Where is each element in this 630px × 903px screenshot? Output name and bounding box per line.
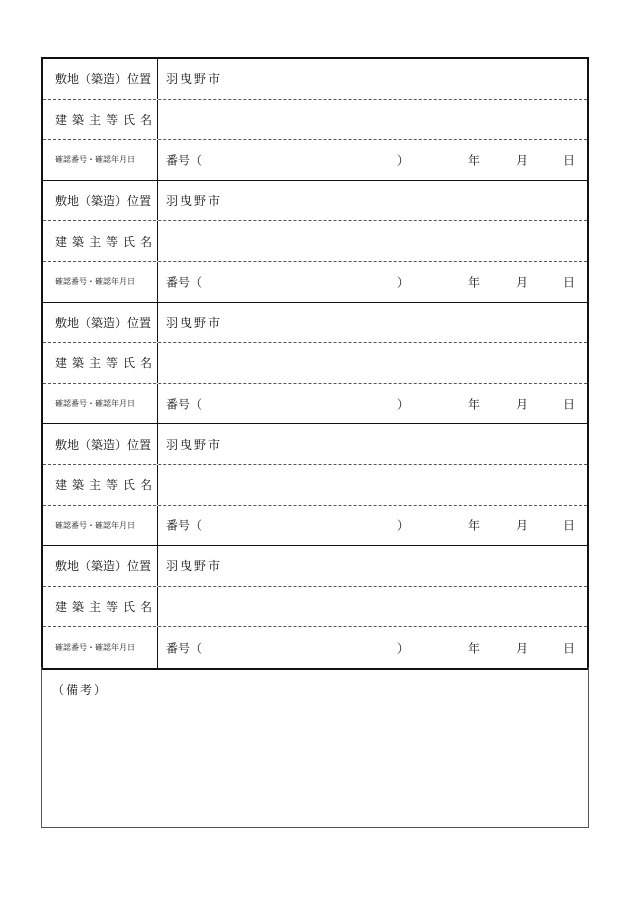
year-unit: 年 [468, 518, 481, 533]
number-close-paren: ） [397, 641, 410, 656]
site-location-value[interactable]: 羽曳野市 [166, 194, 223, 209]
confirmation-number-row [43, 262, 587, 303]
month-unit: 月 [516, 275, 529, 290]
owner-name-label: 建築主等氏名 [43, 587, 158, 627]
confirmation-number-field[interactable] [158, 627, 587, 668]
owner-name-label: 建築主等氏名 [43, 465, 158, 505]
year-unit: 年 [468, 153, 481, 168]
confirmation-number-label: 確認番号・確認年月日 [43, 627, 158, 668]
site-location-value[interactable]: 羽曳野市 [166, 315, 223, 330]
year-unit: 年 [468, 397, 481, 412]
owner-name-row [43, 343, 587, 384]
site-location-label: 敷地（築造）位置 [43, 424, 158, 464]
month-unit: 月 [516, 641, 529, 656]
day-unit: 日 [563, 518, 576, 533]
remarks-box[interactable] [41, 667, 589, 828]
site-location-value[interactable]: 羽曳野市 [166, 437, 223, 452]
confirmation-number-row [43, 384, 587, 425]
owner-name-row [43, 221, 587, 262]
owner-name-row [43, 587, 587, 628]
year-unit: 年 [468, 641, 481, 656]
site-location-label: 敷地（築造）位置 [43, 181, 158, 221]
owner-name-label: 建築主等氏名 [43, 221, 158, 261]
confirmation-number-row [43, 506, 587, 547]
confirmation-number-row [43, 627, 587, 668]
confirmation-number-label: 確認番号・確認年月日 [43, 506, 158, 546]
confirmation-form-table [41, 57, 589, 670]
site-location-value[interactable]: 羽曳野市 [166, 72, 223, 87]
site-location-row [43, 59, 587, 100]
number-prefix: 番号（ [166, 153, 203, 168]
year-unit: 年 [468, 275, 481, 290]
number-close-paren: ） [397, 275, 410, 290]
owner-name-field[interactable] [158, 587, 587, 627]
confirmation-number-label: 確認番号・確認年月日 [43, 384, 158, 424]
owner-name-field[interactable] [158, 465, 587, 505]
confirmation-number-field[interactable] [158, 384, 587, 424]
site-location-value[interactable]: 羽曳野市 [166, 559, 223, 574]
day-unit: 日 [563, 397, 576, 412]
confirmation-number-field[interactable] [158, 262, 587, 302]
site-location-label: 敷地（築造）位置 [43, 59, 158, 99]
owner-name-field[interactable] [158, 221, 587, 261]
number-close-paren: ） [397, 397, 410, 412]
confirmation-number-label: 確認番号・確認年月日 [43, 140, 158, 180]
day-unit: 日 [563, 153, 576, 168]
month-unit: 月 [516, 153, 529, 168]
owner-name-label: 建築主等氏名 [43, 343, 158, 383]
owner-name-label: 建築主等氏名 [43, 100, 158, 140]
site-location-label: 敷地（築造）位置 [43, 546, 158, 586]
number-close-paren: ） [397, 518, 410, 533]
number-close-paren: ） [397, 153, 410, 168]
day-unit: 日 [563, 641, 576, 656]
confirmation-number-field[interactable] [158, 506, 587, 546]
confirmation-number-row [43, 140, 587, 181]
owner-name-row [43, 465, 587, 506]
site-location-row [43, 181, 587, 222]
number-prefix: 番号（ [166, 641, 203, 656]
confirmation-number-label: 確認番号・確認年月日 [43, 262, 158, 302]
month-unit: 月 [516, 397, 529, 412]
site-location-row [43, 303, 587, 344]
site-location-row [43, 424, 587, 465]
number-prefix: 番号（ [166, 397, 203, 412]
number-prefix: 番号（ [166, 275, 203, 290]
site-location-label: 敷地（築造）位置 [43, 303, 158, 343]
confirmation-number-field[interactable] [158, 140, 587, 180]
owner-name-row [43, 100, 587, 141]
remarks-label: （備考） [52, 683, 109, 697]
owner-name-field[interactable] [158, 100, 587, 140]
month-unit: 月 [516, 518, 529, 533]
number-prefix: 番号（ [166, 518, 203, 533]
site-location-row [43, 546, 587, 587]
owner-name-field[interactable] [158, 343, 587, 383]
day-unit: 日 [563, 275, 576, 290]
